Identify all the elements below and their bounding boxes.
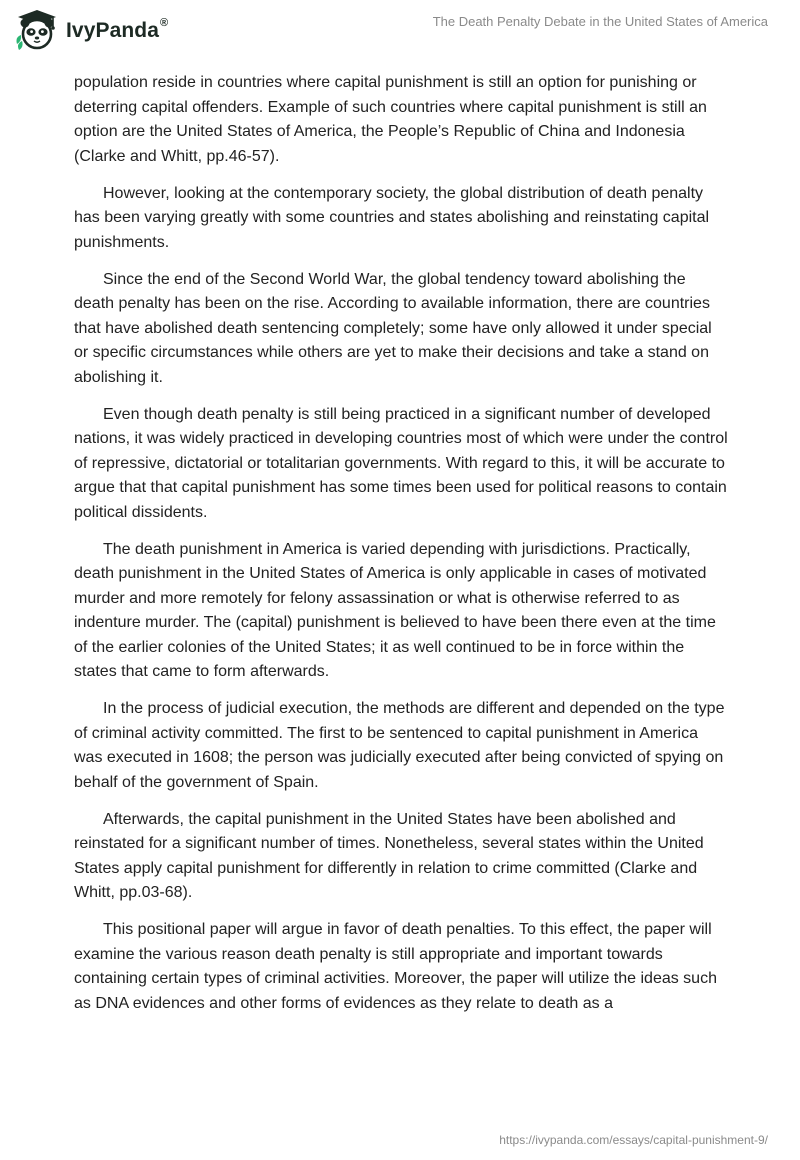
ivypanda-logo[interactable] xyxy=(14,8,168,52)
source-url-link[interactable]: https://ivypanda.com/essays/capital-punishment-9/ xyxy=(499,1133,768,1147)
paragraph: population reside in countries where capital punishment is still an option for punishing or deterring capital offenders. Example of such countries where capital punishment is still an option are the United States of America, the People’s Republic of China and Indonesia (Clarke and Whitt, pp.46-57). xyxy=(74,74,707,165)
paragraph: Even though death penalty is still being practiced in a significant number of developed nations, it was widely practiced in developing countries most of which were under the control of repressive, dictatorial or totalitarian governments. With regard to this, it will be accurate to argue that that capital punishment has some times been used for political reasons to contain political dissidents. xyxy=(74,405,728,521)
registered-mark: ® xyxy=(160,17,169,29)
essay-body xyxy=(74,71,730,1029)
paragraph: Afterwards, the capital punishment in the United States have been abolished and reinstated for a significant number of times. Nonetheless, several states within the United States apply capital punishment for differently in relation to crime committed (Clarke and Whitt, pp.03-68). xyxy=(74,810,704,901)
paragraph: In the process of judicial execution, the methods are different and depended on the type of criminal activity committed. The first to be sentenced to capital punishment in America was executed in 1608; the person was judicially executed after being convicted of spying on behalf of the government of Spain. xyxy=(74,700,725,791)
paragraph: The death punishment in America is varied depending with jurisdictions. Practically, death punishment in the United States of America is only applicable in cases of motivated murder and more remotely for felony assassination or what is otherwise referred to as indenture murder. The (capital) punishment is believed to have been there even at the time of the earlier colonies of the United States; it as well continued to be in force within the states that came to form afterwards. xyxy=(74,540,716,680)
paragraph: However, looking at the contemporary society, the global distribution of death penalty has been varying greatly with some countries and states abolishing and reinstating capital punishments. xyxy=(74,184,710,251)
page-header xyxy=(0,0,800,60)
brand-name xyxy=(66,19,168,43)
brand-name-text: IvyPanda xyxy=(66,19,160,42)
paragraph: Since the end of the Second World War, the global tendency toward abolishing the death penalty has been on the rise. According to available information, there are countries that have abolished death sentencing completely; some have only allowed it under special or specific circumstances while others are yet to make their decisions and take a stand on abolishing it. xyxy=(74,270,712,386)
paragraph: This positional paper will argue in favor of death penalties. To this effect, the paper will examine the various reason death penalty is still appropriate and important towards containing certain types of criminal activities. Moreover, the paper will utilize the ideas such as DNA evidences and other forms of evidences as they relate to death as a xyxy=(74,921,717,1012)
document-title: The Death Penalty Debate in the United States of America xyxy=(432,14,768,29)
ivypanda-logo-icon xyxy=(14,8,60,52)
